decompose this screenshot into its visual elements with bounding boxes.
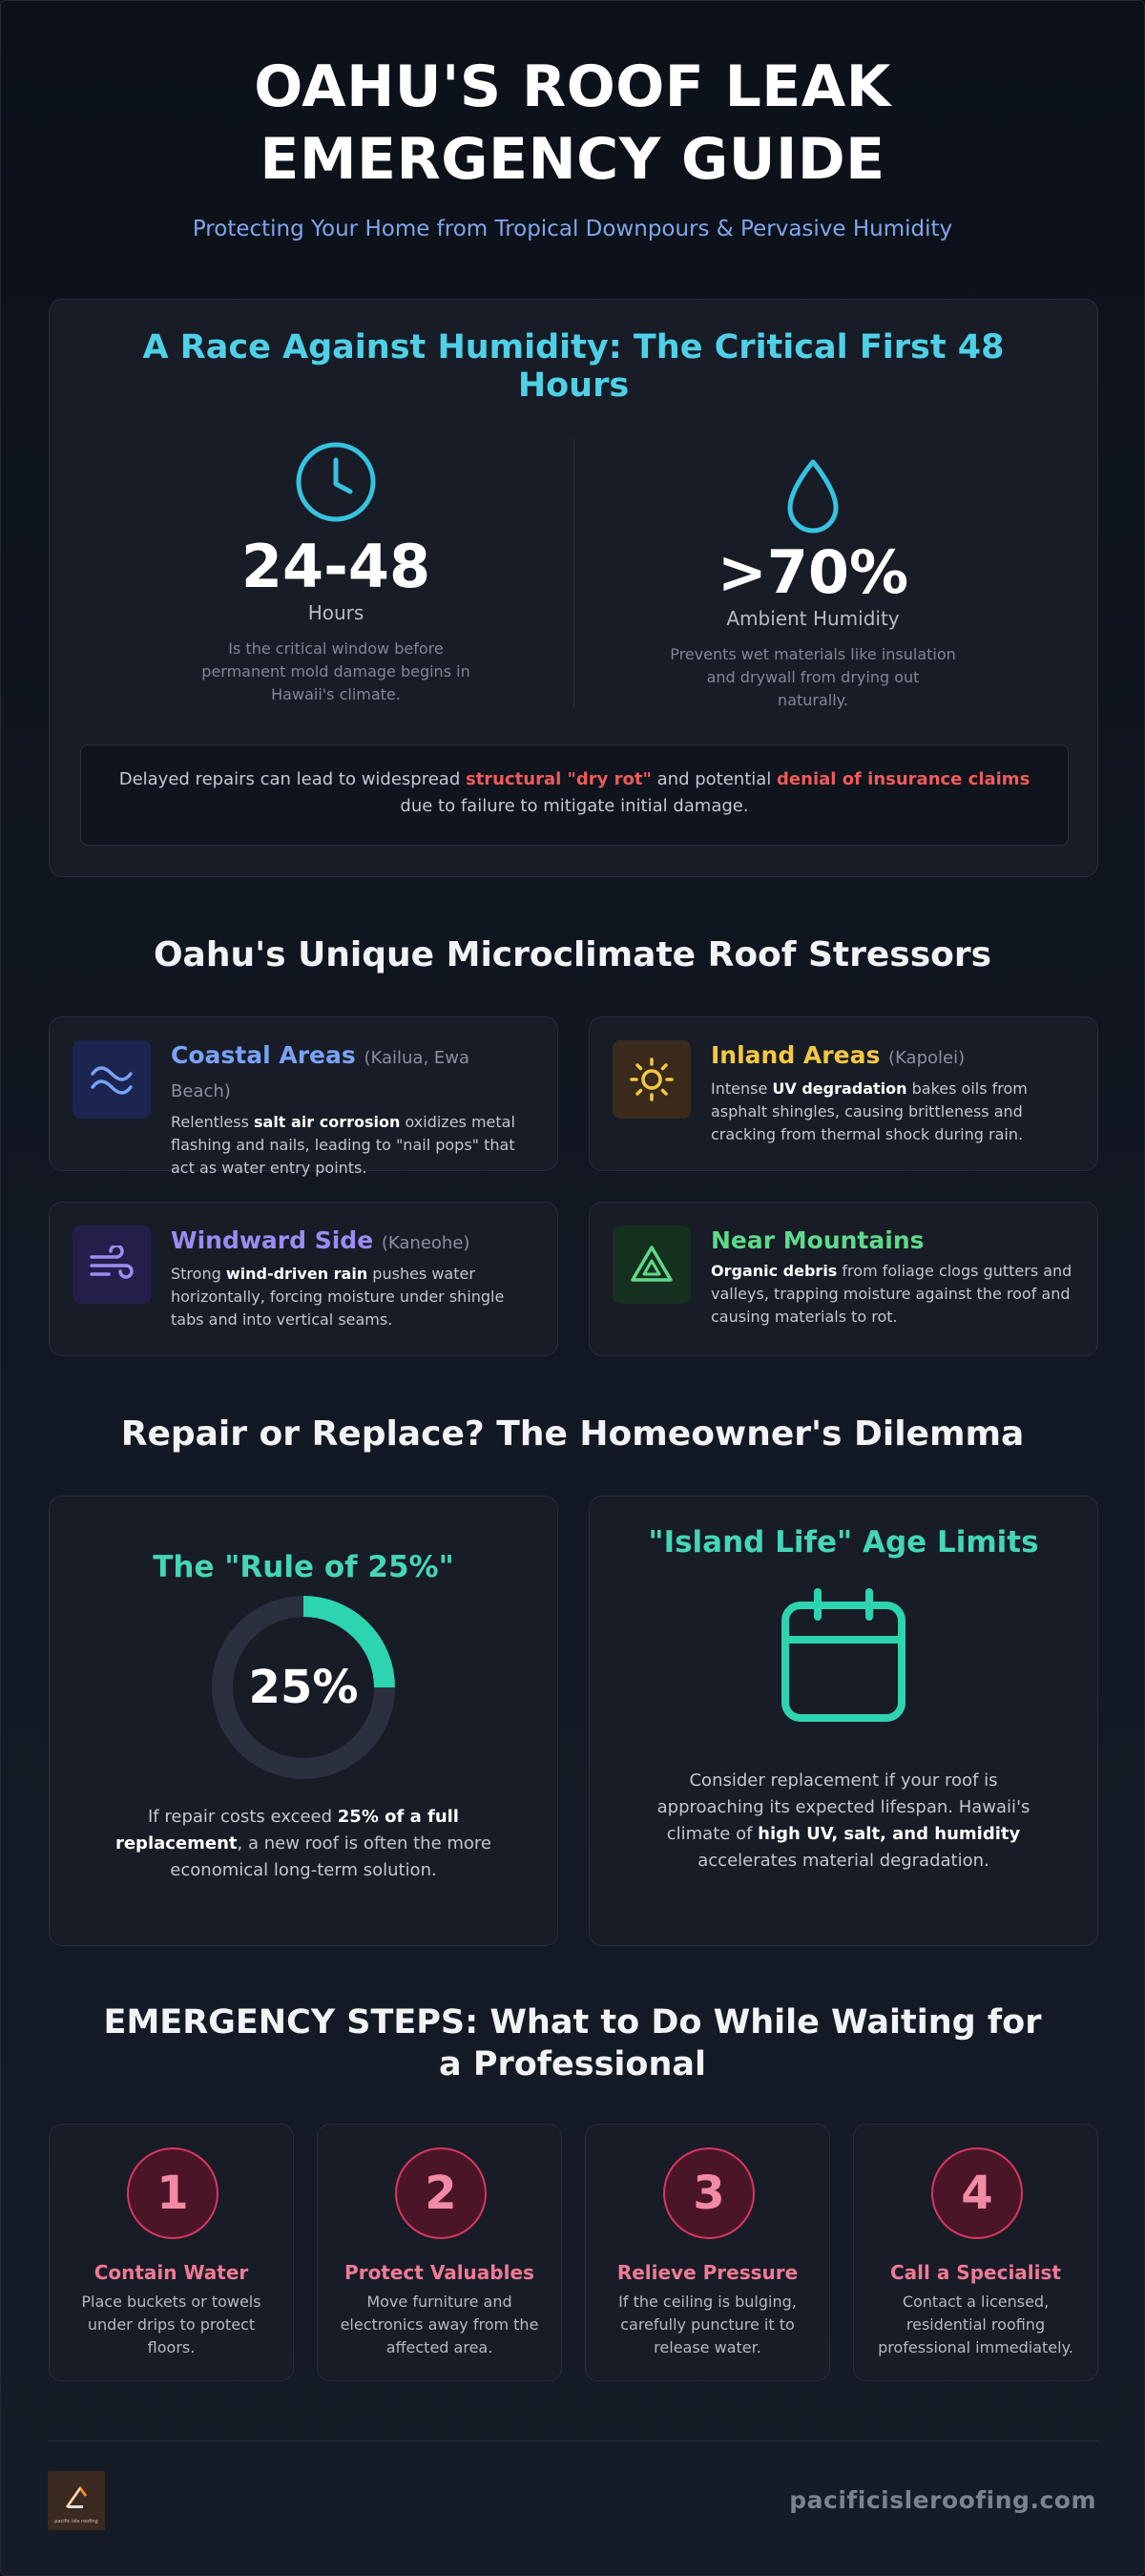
page-subtitle: Protecting Your Home from Tropical Downpours & Pervasive Humidity <box>192 217 953 241</box>
humidity-race-card <box>49 299 1098 877</box>
note-highlight-dry-rot: structural "dry rot" <box>465 769 652 789</box>
stat-hours <box>155 441 517 706</box>
clock-icon <box>295 441 377 523</box>
stressor-name: Near Mountains <box>711 1226 925 1254</box>
stressors-title: Oahu's Unique Microclimate Roof Stressors <box>153 935 992 974</box>
stressor-desc: Strong wind-driven rain pushes water horizontally, forcing moisture under shingle tabs and into vertical seams. <box>171 1265 505 1329</box>
stat-hours-desc: Is the critical window before permanent mold damage begins in Hawaii's climate. <box>201 639 470 703</box>
logo-text: pacific isle roofing <box>54 2519 98 2524</box>
race-warning-note <box>80 744 1069 846</box>
step-call-specialist <box>853 2124 1098 2381</box>
rule-desc: If repair costs exceed 25% of a full replacement, a new roof is often the more economical long-term solution. <box>114 1807 492 1880</box>
stressor-name: Windward Side <box>171 1226 374 1254</box>
waves-icon <box>73 1040 151 1119</box>
step-title: Contain Water <box>94 2261 249 2284</box>
stressor-location: (Kapolei) <box>888 1048 966 1068</box>
note-highlight-insurance: denial of insurance claims <box>777 769 1030 789</box>
step-desc: Place buckets or towels under drips to protect floors. <box>81 2293 261 2356</box>
page-title: OAHU'S ROOF LEAK EMERGENCY GUIDE <box>254 53 891 193</box>
stressor-location: (Kaneohe) <box>381 1233 470 1253</box>
stressor-coastal <box>49 1016 558 1177</box>
sun-icon <box>613 1040 691 1119</box>
stressor-windward <box>49 1202 558 1356</box>
step-desc: If the ceiling is bulging, carefully puncture it to release water. <box>618 2293 797 2356</box>
age-title: "Island Life" Age Limits <box>648 1525 1039 1560</box>
step-number: 1 <box>127 2147 219 2239</box>
footer-divider <box>49 2440 1098 2441</box>
stressor-desc: Organic debris from foliage clogs gutters and valleys, trapping moisture against the roof and causing materials to rot. <box>711 1262 1072 1326</box>
step-contain-water <box>49 2124 294 2381</box>
stressor-name: Inland Areas <box>711 1041 881 1069</box>
stat-humidity-desc: Prevents wet materials like insulation and drywall from drying out naturally. <box>670 645 956 709</box>
step-number: 4 <box>931 2147 1023 2239</box>
emergency-title: EMERGENCY STEPS: What to Do While Waiting for a Professional <box>103 2003 1042 2084</box>
age-limits-card <box>589 1496 1098 1946</box>
step-title: Call a Specialist <box>890 2261 1061 2284</box>
step-desc: Move furniture and electronics away from the affected area. <box>340 2293 539 2356</box>
rule-percent: 25% <box>248 1661 359 1714</box>
step-number: 3 <box>663 2147 755 2239</box>
step-title: Relieve Pressure <box>616 2261 799 2284</box>
website-link[interactable]: pacificisleroofing.com <box>789 2486 1096 2514</box>
stat-humidity-value: >70% <box>717 537 909 607</box>
stat-humidity-unit: Ambient Humidity <box>726 607 900 630</box>
stressor-name: Coastal Areas <box>171 1041 356 1069</box>
note-text: and potential <box>651 769 778 789</box>
stat-hours-value: 24-48 <box>240 532 431 601</box>
rule-donut <box>210 1594 397 1781</box>
age-desc: Consider replacement if your roof is approaching its expected lifespan. Hawaii's climate of high UV, salt, and humidity accelerates material degradation. <box>656 1770 1030 1871</box>
wind-icon <box>73 1225 151 1304</box>
step-relieve-pressure <box>585 2124 830 2381</box>
stat-humidity <box>632 458 994 712</box>
step-title: Protect Valuables <box>344 2261 534 2284</box>
step-protect-valuables <box>317 2124 562 2381</box>
step-number: 2 <box>395 2147 487 2239</box>
stressor-desc: Relentless salt air corrosion oxidizes metal flashing and nails, leading to "nail pops" that act as water entry points. <box>171 1113 515 1177</box>
note-text: due to failure to mitigate initial damage. <box>400 796 749 816</box>
stressor-inland <box>589 1016 1098 1171</box>
stat-hours-unit: Hours <box>307 601 364 624</box>
stat-divider <box>573 439 574 708</box>
mountain-icon <box>613 1225 691 1304</box>
step-desc: Contact a licensed, residential roofing professional immediately. <box>878 2293 1073 2356</box>
note-text: Delayed repairs can lead to widespread <box>118 769 466 789</box>
stressor-desc: Intense UV degradation bakes oils from asphalt shingles, causing brittleness and cracking from thermal shock during rain. <box>711 1079 1028 1143</box>
calendar-icon <box>780 1588 907 1726</box>
stressor-location: (Kailua, Ewa Beach) <box>171 1048 470 1101</box>
rule-title: The "Rule of 25%" <box>153 1550 454 1584</box>
stressor-mountains <box>589 1202 1098 1356</box>
dilemma-title: Repair or Replace? The Homeowner's Dilemma <box>120 1414 1025 1454</box>
race-title: A Race Against Humidity: The Critical First 48 Hours <box>142 328 1005 405</box>
rule-of-25-card <box>49 1496 558 1946</box>
company-logo[interactable] <box>48 2471 105 2530</box>
header <box>1 1 1144 241</box>
water-drop-icon <box>782 458 843 534</box>
